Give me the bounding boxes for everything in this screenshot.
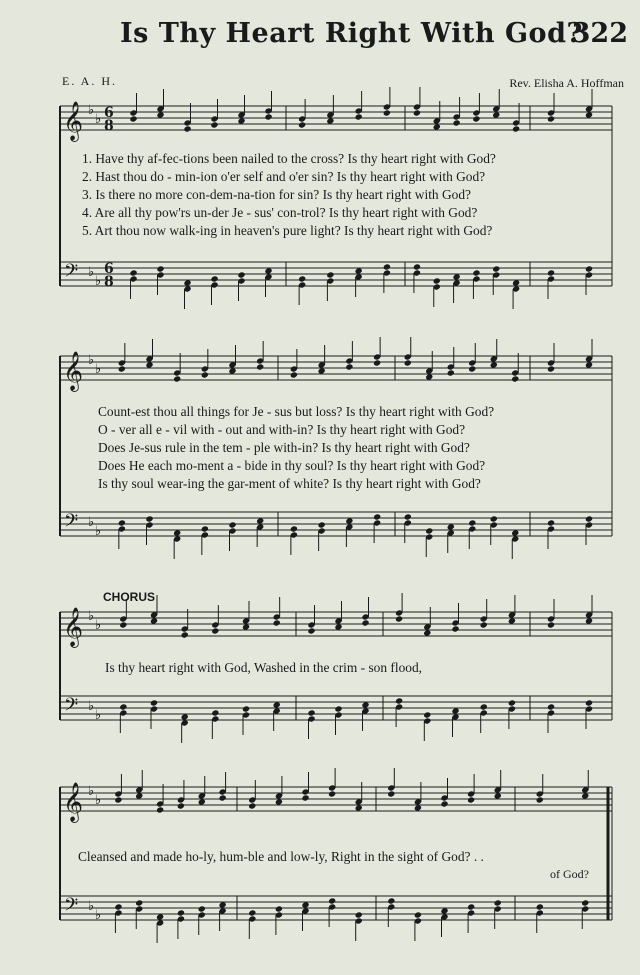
verse-line: 5. Art thou now walk-ing in heaven's pure light? Is thy heart right with God? — [82, 223, 493, 238]
note-head — [237, 271, 245, 278]
flat-sign-icon: ♭ — [88, 353, 95, 368]
note-head — [423, 711, 431, 718]
note-head — [440, 800, 448, 807]
note-head — [248, 909, 256, 916]
note-head — [248, 802, 256, 809]
note-head — [468, 519, 476, 526]
treble-clef-icon: 𝄞 — [63, 782, 84, 822]
note-head — [536, 796, 544, 803]
flat-sign-icon: ♭ — [88, 103, 95, 118]
note-head — [298, 121, 306, 128]
chorus-label: CHORUS — [103, 590, 156, 604]
note-head — [511, 375, 519, 382]
chorus-lyric-tail: of God? — [550, 867, 589, 881]
note-head — [145, 515, 153, 522]
time-signature-bottom: 8 — [104, 274, 114, 290]
note-head — [547, 703, 555, 710]
note-head — [361, 619, 369, 626]
note-head — [173, 375, 181, 382]
note-head — [275, 905, 283, 912]
note-head — [452, 119, 460, 126]
flat-sign-icon: ♭ — [95, 708, 102, 723]
note-head — [119, 621, 127, 628]
note-head — [413, 263, 421, 270]
note-head — [290, 371, 298, 378]
verse-line: Count-est thou all things for Je - sus but loss? Is thy heart right with God? — [98, 404, 495, 419]
flat-sign-icon: ♭ — [88, 609, 95, 624]
flat-sign-icon: ♭ — [95, 524, 102, 539]
note-head — [334, 705, 342, 712]
verse-line: Is thy soul wear-ing the gar-ment of white? Is thy heart right with God? — [98, 476, 481, 491]
bass-clef-icon: 𝄢 — [64, 895, 79, 920]
note-head — [472, 269, 480, 276]
flat-sign-icon: ♭ — [95, 793, 102, 808]
note-head — [547, 115, 555, 122]
time-signature-bottom: 8 — [104, 118, 114, 134]
note-head — [490, 515, 498, 522]
note-head — [467, 796, 475, 803]
verse-line: 1. Have thy af-fec-tions been nailed to the cross? Is thy heart right with God? — [82, 151, 496, 166]
note-head — [177, 802, 185, 809]
note-head — [425, 527, 433, 534]
note-head — [201, 525, 209, 532]
treble-clef-icon: 𝄞 — [63, 101, 84, 141]
verse-line: 2. Hast thou do - min-ion o'er self and o'er sin? Is thy heart right with God? — [82, 169, 486, 184]
note-head — [118, 365, 126, 372]
note-head — [298, 275, 306, 282]
note-head — [547, 269, 555, 276]
bass-clef-icon: 𝄢 — [64, 511, 79, 536]
note-head — [468, 365, 476, 372]
verse-line: O - ver all e - vil with - out and with-in? Is thy heart right with God? — [98, 422, 466, 437]
note-head — [472, 115, 480, 122]
note-head — [177, 909, 185, 916]
flat-sign-icon: ♭ — [88, 699, 95, 714]
note-head — [114, 903, 122, 910]
verse-line: Does He each mo-ment a - bide in thy soul? Is thy heart right with God? — [98, 458, 486, 473]
note-head — [242, 705, 250, 712]
note-head — [512, 125, 520, 132]
flat-sign-icon: ♭ — [88, 515, 95, 530]
note-head — [326, 271, 334, 278]
note-head — [150, 699, 158, 706]
hymn-title: Is Thy Heart Right With God? — [120, 18, 583, 49]
note-head — [451, 625, 459, 632]
note-head — [480, 703, 488, 710]
note-head — [414, 911, 422, 918]
note-head — [118, 519, 126, 526]
note-head — [181, 631, 189, 638]
treble-clef-icon: 𝄞 — [63, 607, 84, 647]
note-head — [211, 709, 219, 716]
note-head — [547, 621, 555, 628]
flat-sign-icon: ♭ — [95, 618, 102, 633]
note-head — [210, 121, 218, 128]
note-head — [508, 699, 516, 706]
note-head — [447, 369, 455, 376]
note-head — [218, 794, 226, 801]
note-head — [156, 265, 164, 272]
note-head — [210, 275, 218, 282]
note-head — [355, 911, 363, 918]
note-head — [318, 521, 326, 528]
note-head — [114, 796, 122, 803]
note-head — [585, 699, 593, 706]
note-head — [307, 627, 315, 634]
note-head — [301, 794, 309, 801]
note-head — [373, 513, 381, 520]
note-head — [198, 905, 206, 912]
verse-line: 3. Is there no more con-dem-na-tion for sin? Is thy heart right with God? — [82, 187, 471, 202]
note-head — [256, 363, 264, 370]
note-head — [480, 621, 488, 628]
bass-clef-icon: 𝄢 — [64, 261, 79, 286]
bass-clef-icon: 𝄢 — [64, 695, 79, 720]
note-head — [547, 365, 555, 372]
note-head — [273, 619, 281, 626]
credit-author-initials: E. A. H. — [62, 74, 117, 88]
note-head — [345, 363, 353, 370]
note-head — [328, 790, 336, 797]
note-head — [264, 113, 272, 120]
hymn-number: 322 — [571, 18, 628, 49]
note-head — [404, 359, 412, 366]
note-head — [290, 525, 298, 532]
treble-clef-icon: 𝄞 — [63, 351, 84, 391]
note-head — [373, 359, 381, 366]
note-head — [387, 790, 395, 797]
note-head — [581, 899, 589, 906]
note-head — [307, 709, 315, 716]
flat-sign-icon: ♭ — [88, 265, 95, 280]
note-head — [547, 519, 555, 526]
time-signature-top: 6 — [104, 261, 114, 277]
time-signature-top: 6 — [104, 105, 114, 121]
note-head — [492, 265, 500, 272]
note-head — [413, 109, 421, 116]
flat-sign-icon: ♭ — [95, 362, 102, 377]
note-head — [328, 897, 336, 904]
verse-line: Does Je-sus rule in the tem - ple with-in? Is thy heart right with God? — [98, 440, 470, 455]
note-head — [494, 899, 502, 906]
note-head — [433, 277, 441, 284]
note-head — [387, 897, 395, 904]
flat-sign-icon: ♭ — [88, 784, 95, 799]
credit-composer: Rev. Elisha A. Hoffman — [509, 76, 624, 90]
note-head — [383, 109, 391, 116]
note-head — [536, 903, 544, 910]
note-head — [467, 903, 475, 910]
note-head — [228, 521, 236, 528]
note-head — [201, 371, 209, 378]
note-head — [183, 125, 191, 132]
note-head — [395, 615, 403, 622]
note-head — [135, 899, 143, 906]
flat-sign-icon: ♭ — [95, 112, 102, 127]
chorus-lyric-line-2: Cleansed and made ho-ly, hum-ble and low-ly, Right in the sight of God? . . — [78, 849, 484, 864]
note-head — [211, 627, 219, 634]
flat-sign-icon: ♭ — [95, 908, 102, 923]
note-head — [129, 269, 137, 276]
note-head — [355, 113, 363, 120]
note-head — [404, 513, 412, 520]
note-head — [585, 265, 593, 272]
flat-sign-icon: ♭ — [95, 274, 102, 289]
note-head — [129, 115, 137, 122]
note-head — [585, 515, 593, 522]
flat-sign-icon: ♭ — [88, 899, 95, 914]
note-head — [119, 703, 127, 710]
chorus-lyric-line-1: Is thy heart right with God, Washed in the crim - son flood, — [105, 660, 423, 675]
note-head — [395, 697, 403, 704]
note-head — [156, 806, 164, 813]
verse-line: 4. Are all thy pow'rs un-der Je - sus' con-trol? Is thy heart right with God? — [82, 205, 478, 220]
note-head — [383, 263, 391, 270]
